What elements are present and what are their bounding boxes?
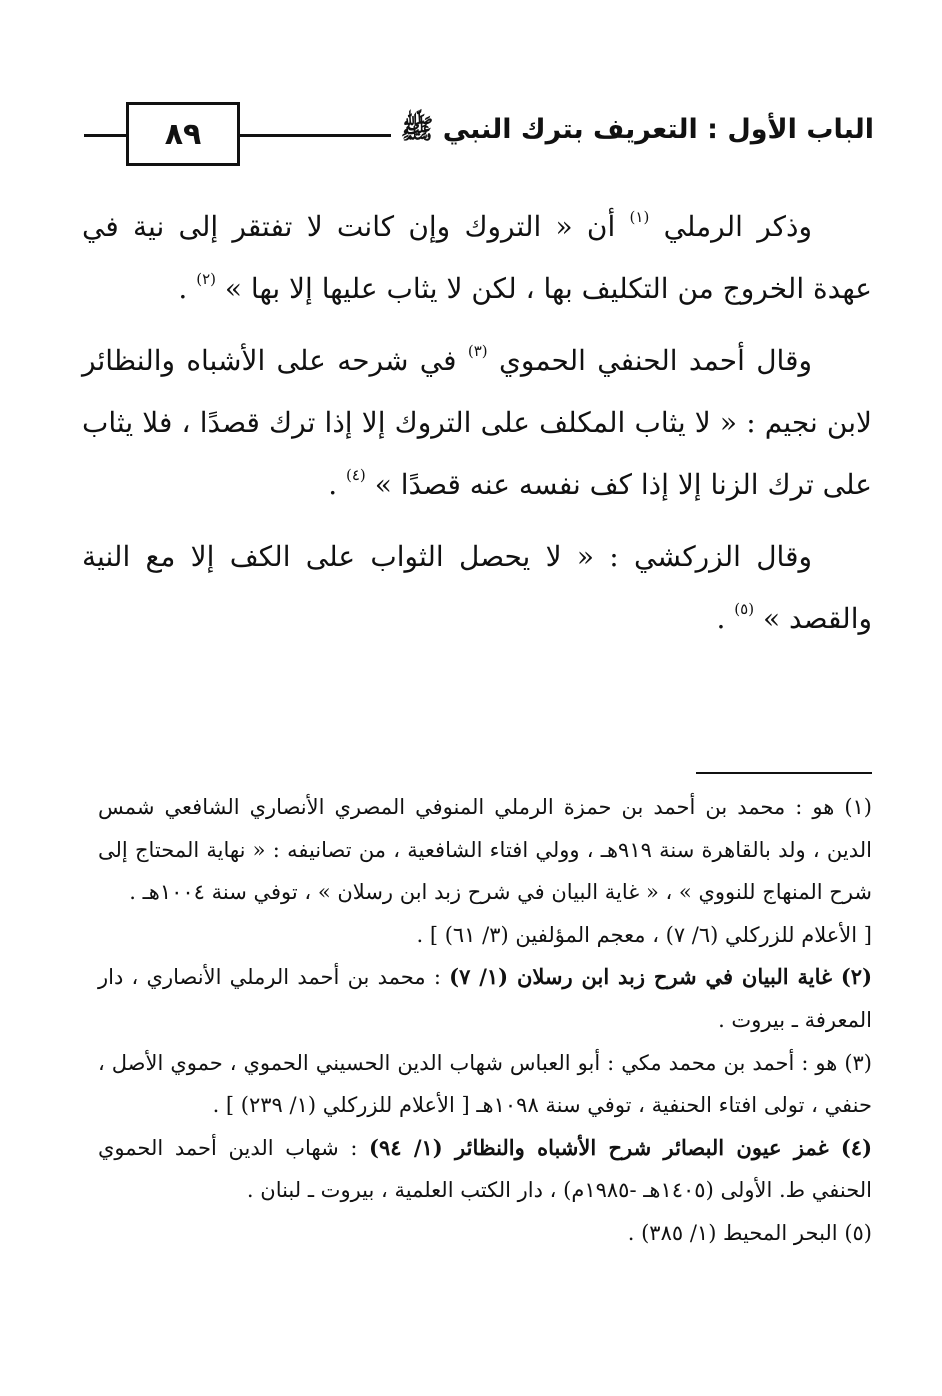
p2-end: . (328, 468, 346, 501)
footnote-2 (98, 956, 872, 1041)
p3-text-before: وقال الزركشي : « لا يحصل الثواب على الكف إلا مع النية والقصد » (82, 540, 872, 635)
paragraph-1 (82, 196, 872, 320)
page-number-text: ٨٩ (164, 116, 202, 152)
footnote-1: (١) هو : محمد بن أحمد بن حمزة الرملي المنوفي المصري الأنصاري الشافعي شمس الدين ، ولد بالقاهرة سنة ٩١٩هـ ، وولي افتاء الشافعية ، من تصانيفه : « نهاية المحتاج إلى شرح المنهاج للنووي » ، « غاية البيان في شرح زبد ابن رسلان » ، توفي سنة ١٠٠٤هـ . (98, 795, 873, 905)
footnote-rule (696, 772, 872, 774)
footnote-ref-4: (٤) (346, 466, 366, 484)
p1-text-after: أن « التروك وإن كانت لا تفتقر إلى نية في عهدة الخروج من التكليف بها ، لكن لا يثاب عليها إلا بها » (82, 210, 872, 305)
p1-text-before: وذكر الرملي (663, 210, 812, 243)
footnote-2-title: (٢) غاية البيان في شرح زبد ابن رسلان (١/ ٧) (449, 964, 872, 990)
footnote-ref-1: (١) (629, 208, 650, 226)
footnote-4-text: : شهاب الدين أحمد الحموي الحنفي ط. الأولى (١٤٠٥هـ -١٩٨٥م) ، دار الكتب العلمية ، بيروت ـ لبنان . (98, 1135, 872, 1203)
running-title: الباب الأول : التعريف بترك النبي ﷺ (391, 112, 874, 152)
paragraph-3 (82, 526, 872, 650)
p3-end: . (716, 602, 735, 635)
p2-text-after: في شرحه على الأشباه والنظائر لابن نجيم : « لا يثاب المكلف على التروك إلا إذا ترك قصدًا ، فلا يثاب على ترك الزنا إلا إذا كف نفسه عنه قصدًا » (82, 344, 872, 501)
footnote-ref-5: (٥) (734, 600, 755, 618)
paragraph-2 (82, 330, 872, 516)
footnote-5: (٥) البحر المحيط (١/ ٣٨٥) . (627, 1220, 872, 1245)
footnote-ref-2: (٢) (196, 270, 216, 288)
footnote-4 (98, 1127, 872, 1212)
footnote-3: (٣) هو : أحمد بن محمد مكي : أبو العباس شهاب الدين الحسيني الحموي ، حموي الأصل ، حنفي ، تولى افتاء الحنفية ، توفي سنة ١٠٩٨هـ [ الأعلام للزركلي (١/ ٢٣٩) ] . (98, 1050, 872, 1118)
footnotes (98, 786, 872, 1255)
footnote-ref-3: (٣) (467, 342, 488, 360)
page-header (84, 98, 874, 168)
main-text (82, 196, 872, 650)
footnote-4-title: (٤) غمز عيون البصائر شرح الأشباه والنظائر (١/ ٩٤) (369, 1134, 872, 1160)
p2-text-before: وقال أحمد الحنفي الحموي (498, 344, 812, 377)
page-number (126, 102, 240, 166)
p1-end: . (178, 272, 197, 305)
footnote-1-sources: [ الأعلام للزركلي (٦/ ٧) ، معجم المؤلفين (٣/ ٦١) ] . (416, 922, 872, 947)
footnote-2-text: : محمد بن أحمد الرملي الأنصاري ، دار المعرفة ـ بيروت . (98, 965, 872, 1032)
